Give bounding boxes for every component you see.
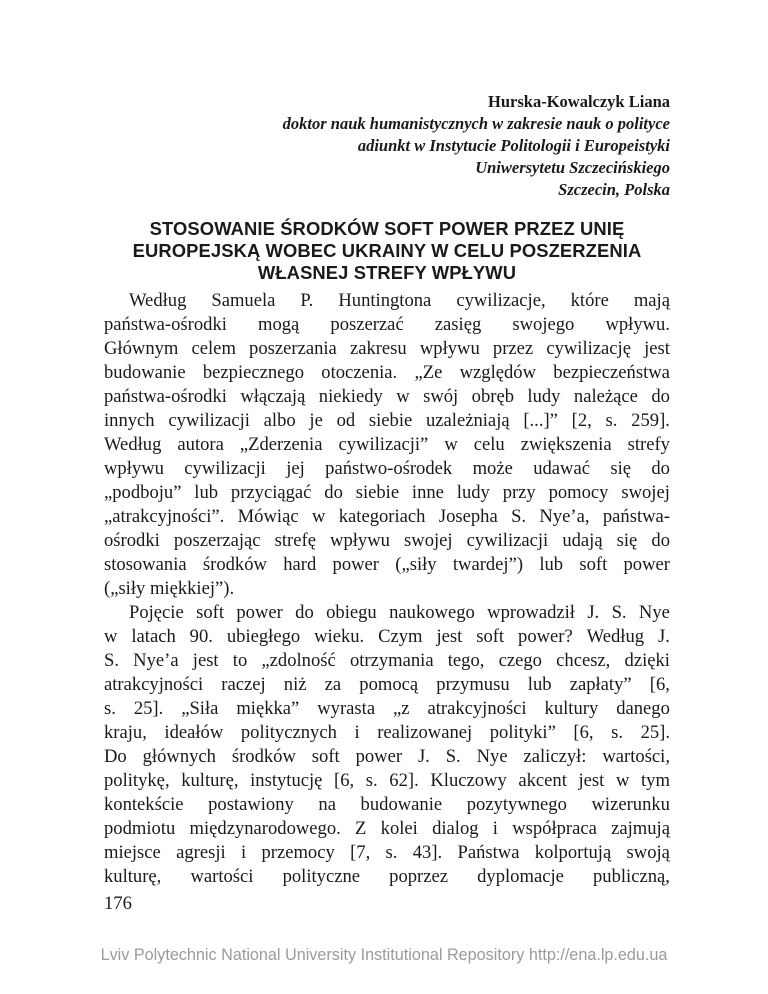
body-line: politykę, kulturę, instytucję [6, s. 62]. Kluczowy akcent jest w tym bbox=[104, 770, 670, 791]
body-line: atrakcyjności raczej niż za pomocą przymusu lub zapłaty” [6, bbox=[104, 674, 670, 695]
body-line: kontekście postawiony na budowanie pozytywnego wizerunku bbox=[104, 794, 670, 815]
body-line: „podboju” lub przyciągać do siebie inne ludy przy pomocy swojej bbox=[104, 482, 670, 503]
body-line: w latach 90. ubiegłego wieku. Czym jest soft power? Według J. bbox=[104, 626, 670, 647]
body-line: Pojęcie soft power do obiegu naukowego wprowadził J. S. Nye bbox=[129, 602, 670, 623]
author-degree: doktor nauk humanistycznych w zakresie nauk o polityce bbox=[282, 114, 670, 133]
title-line: WŁASNEJ STREFY WPŁYWU bbox=[257, 262, 517, 283]
author-position: adiunkt w Instytucie Politologii i Europeistyki bbox=[357, 136, 670, 155]
body-line: kraju, ideałów politycznych i realizowanej polityki” [6, s. 25]. bbox=[104, 722, 670, 743]
body-line: Według autora „Zderzenia cywilizacji” w celu zwiększenia strefy bbox=[104, 434, 670, 455]
author-block bbox=[283, 91, 670, 201]
repository-watermark: Lviv Polytechnic National University Institutional Repository http://ena.lp.edu.ua bbox=[100, 946, 668, 964]
body-line: innych cywilizacji albo je od siebie uzależniają [...]” [2, s. 259]. bbox=[104, 410, 670, 431]
body-line: kulturę, wartości polityczne poprzez dyplomacje publiczną, bbox=[104, 866, 670, 887]
body-line: ośrodki poszerzając strefę wpływu swojej cywilizacji udają się do bbox=[104, 530, 670, 551]
body-line: stosowania środków hard power („siły twardej”) lub soft power bbox=[104, 554, 670, 575]
body-line: Głównym celem poszerzania zakresu wpływu przez cywilizację jest bbox=[104, 338, 670, 359]
page-content bbox=[104, 0, 670, 994]
body-line: wpływu cywilizacji jej państwo-ośrodek może udawać się do bbox=[104, 458, 670, 479]
body-line: Według Samuela P. Huntingtona cywilizacje, które mają bbox=[129, 290, 670, 311]
body-line: miejsce agresji i przemocy [7, s. 43]. Państwa kolportują swoją bbox=[104, 842, 670, 863]
body-line: S. Nye’a jest to „zdolność otrzymania tego, czego chcesz, dzięki bbox=[104, 650, 670, 671]
body-line: budowanie bezpiecznego otoczenia. „Ze względów bezpieczeństwa bbox=[104, 362, 670, 383]
page-number: 176 bbox=[104, 893, 132, 914]
body-line: Do głównych środków soft power J. S. Nye zaliczył: wartości, bbox=[104, 746, 670, 767]
body-text bbox=[104, 289, 670, 889]
body-line: państwa-ośrodki włączają niekiedy w swój obręb ludy należące do bbox=[104, 386, 670, 407]
title-line: STOSOWANIE ŚRODKÓW SOFT POWER PRZEZ UNIĘ bbox=[149, 218, 625, 239]
author-university: Uniwersytetu Szczecińskiego bbox=[475, 158, 670, 177]
body-line: podmiotu międzynarodowego. Z kolei dialog i współpraca zajmują bbox=[104, 818, 670, 839]
author-city: Szczecin, Polska bbox=[558, 180, 670, 199]
article-title bbox=[104, 218, 670, 284]
title-line: EUROPEJSKĄ WOBEC UKRAINY W CELU POSZERZENIA bbox=[132, 240, 642, 261]
body-line: „atrakcyjności”. Mówiąc w kategoriach Josepha S. Nye’a, państwa- bbox=[104, 506, 670, 527]
body-line: („siły miękkiej”). bbox=[104, 578, 235, 599]
body-line: państwa-ośrodki mogą poszerzać zasięg swojego wpływu. bbox=[104, 314, 670, 335]
author-name: Hurska-Kowalczyk Liana bbox=[488, 92, 670, 111]
body-line: s. 25]. „Siła miękka” wyrasta „z atrakcyjności kultury danego bbox=[104, 698, 670, 719]
